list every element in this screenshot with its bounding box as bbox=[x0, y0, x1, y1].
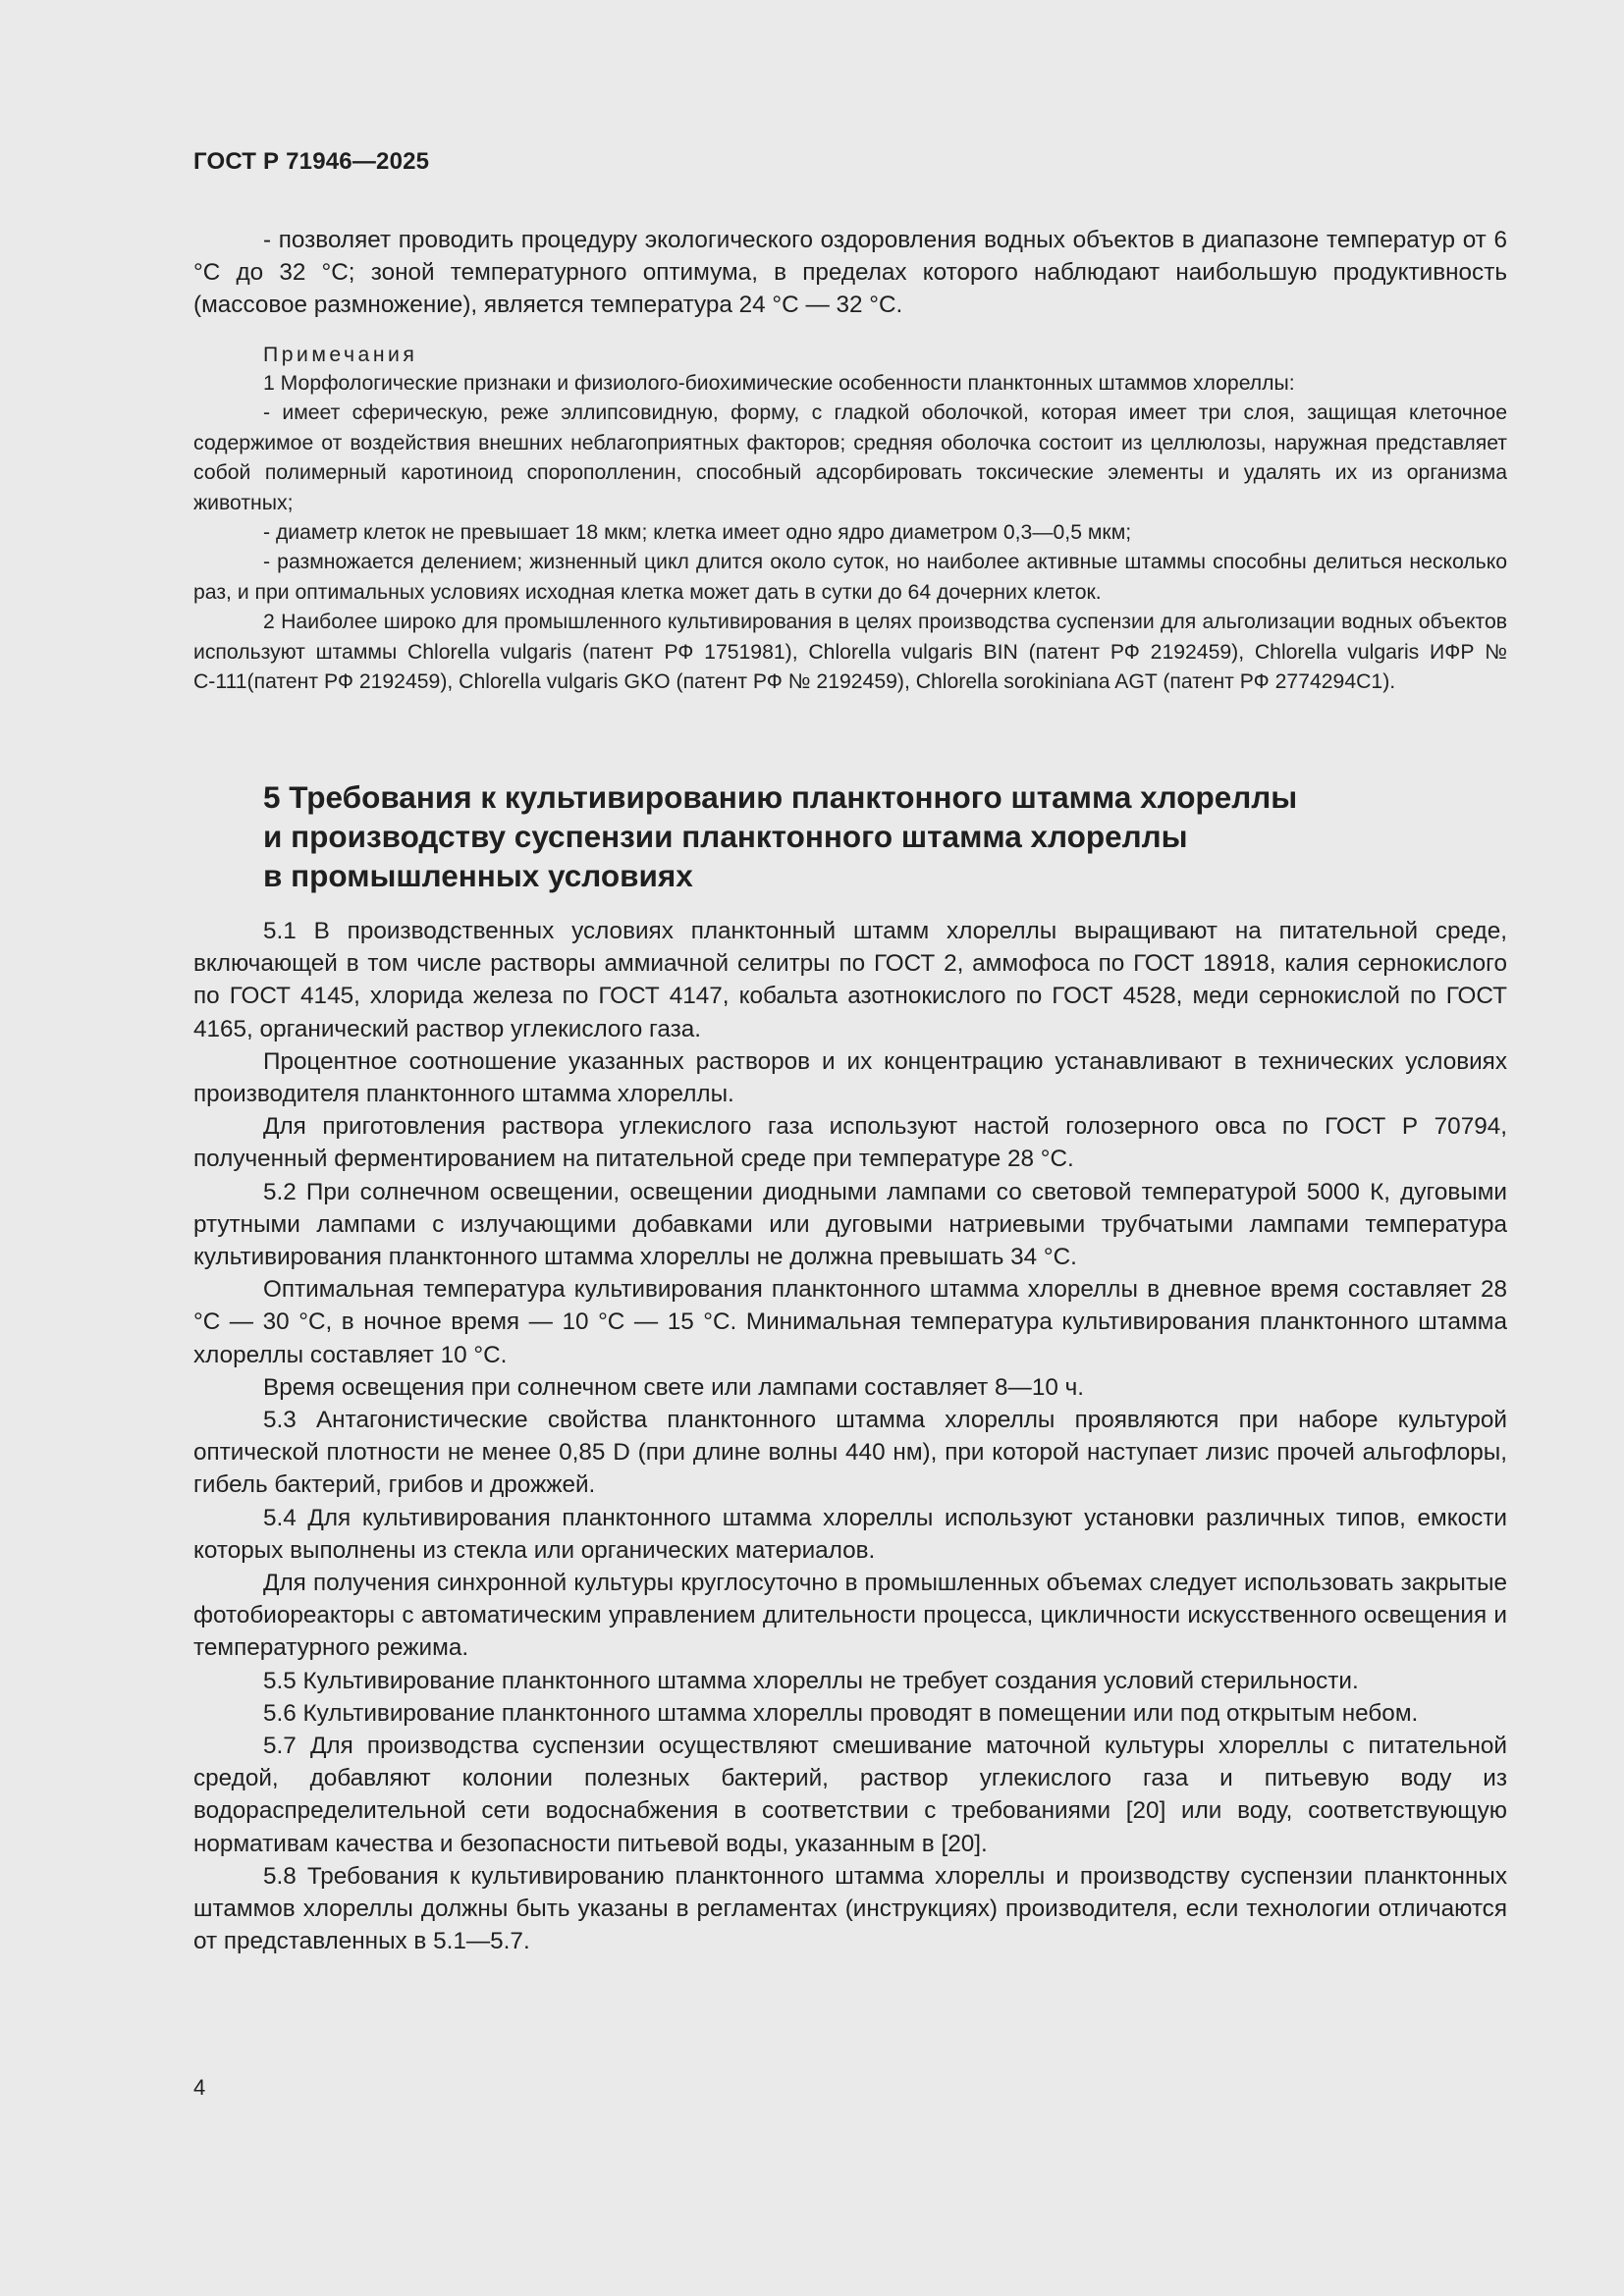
section-title-line-1: 5 Требования к культивированию планктонного штамма хлореллы bbox=[263, 779, 1298, 815]
note-item-2: 2 Наиболее широко для промышленного культивирования в целях производства суспензии для альголизации водных объектов используют штаммы Chlorella vulgaris (патент РФ 1751981), Chlorella vulgaris BIN (патент РФ 2192459), Chlorella vulgaris ИФР № С-111(патент РФ 2192459), Chlorella vulgaris GKO (патент РФ № 2192459), Chlorella sorokiniana AGT (патент РФ 2774294C1). bbox=[193, 611, 1507, 694]
paragraph-ratio: Процентное соотношение указанных растворов и их концентрацию устанавливают в технических условиях производителя планктонного штамма хлореллы. bbox=[193, 1047, 1507, 1108]
notes-title: Примечания bbox=[263, 344, 418, 366]
note-bullet-reproduction: - размножается делением; жизненный цикл длится около суток, но наиболее активные штаммы способны делиться несколько раз, и при оптимальных условиях исходная клетка может дать в сутки до 64 дочерних клеток. bbox=[193, 551, 1507, 604]
section-title-line-2: и производству суспензии планктонного штамма хлореллы bbox=[263, 819, 1188, 854]
notes-block bbox=[193, 341, 1507, 697]
paragraph-5-2: 5.2 При солнечном освещении, освещении диодными лампами со световой температурой 5000 К, дуговыми ртутными лампами с излучающими добавками или дуговыми натриевыми трубчатыми лампами температура культивирования планктонного штамма хлореллы не должна превышать 34 °С. bbox=[193, 1178, 1507, 1271]
paragraph-5-3: 5.3 Антагонистические свойства планктонного штамма хлореллы проявляются при наборе культурой оптической плотности не менее 0,85 D (при длине волны 440 нм), при которой наступает лизис прочей альгофлоры, гибель бактерий, грибов и дрожжей. bbox=[193, 1407, 1507, 1499]
note-item-1: 1 Морфологические признаки и физиолого-биохимические особенности планктонных штаммов хлореллы: bbox=[263, 372, 1295, 395]
document-code-header: ГОСТ Р 71946—2025 bbox=[193, 148, 430, 175]
paragraph-5-8: 5.8 Требования к культивированию планктонного штамма хлореллы и производству суспензии планктонных штаммов хлореллы должны быть указаны в регламентах (инструкциях) производителя, если технологии отличаются от представленных в 5.1—5.7. bbox=[193, 1862, 1507, 1955]
paragraph-5-1: 5.1 В производственных условиях планктонный штамм хлореллы выращивают на питательной среде, включающей в том числе растворы аммиачной селитры по ГОСТ 2, аммофоса по ГОСТ 18918, калия сернокислого по ГОСТ 4145, хлорида железа по ГОСТ 4147, кобальта азотнокислого по ГОСТ 4528, меди сернокислой по ГОСТ 4165, органический раствор углекислого газа. bbox=[193, 918, 1507, 1042]
paragraph-5-7: 5.7 Для производства суспензии осуществляют смешивание маточной культуры хлореллы с питательной средой, добавляют колонии полезных бактерий, раствор углекислого газа и питьевую воду из водораспределительной сети водоснабжения в соответствии с требованиями [20] или воду, соответствующую нормативам качества и безопасности питьевой воды, указанным в [20]. bbox=[193, 1733, 1507, 1857]
paragraph-5-5: 5.5 Культивирование планктонного штамма хлореллы не требует создания условий стерильности. bbox=[263, 1667, 1359, 1694]
note-bullet-diameter: - диаметр клеток не превышает 18 мкм; клетка имеет одно ядро диаметром 0,3—0,5 мкм; bbox=[263, 521, 1132, 545]
paragraph-lighting-time: Время освещения при солнечном свете или лампами составляет 8—10 ч. bbox=[263, 1373, 1084, 1401]
section-body bbox=[193, 915, 1507, 1958]
paragraph-synchronous-culture: Для получения синхронной культуры круглосуточно в промышленных объемах следует использовать закрытые фотобиореакторы с автоматическим управлением длительности процесса, цикличности искусственного освещения и температурного режима. bbox=[193, 1570, 1507, 1662]
note-bullet-shape: - имеет сферическую, реже эллипсовидную, форму, с гладкой оболочкой, которая имеет три слоя, защищая клеточное содержимое от воздействия внешних неблагоприятных факторов; средняя оболочка состоит из целлюлозы, наружная представляет собой полимерный каротиноид спорополленин, способный адсорбировать токсические элементы и удалять их из организма животных; bbox=[193, 401, 1507, 514]
page-number: 4 bbox=[193, 2075, 206, 2100]
intro-paragraph: - позволяет проводить процедуру экологического оздоровления водных объектов в диапазоне температур от 6 °С до 32 °С; зоной температурного оптимума, в пределах которого наблюдают наибольшую продуктивность (массовое размножение), является температура 24 °С — 32 °С. bbox=[193, 227, 1507, 319]
paragraph-optimal-temperature: Оптимальная температура культивирования планктонного штамма хлореллы в дневное время составляет 28 °С — 30 °С, в ночное время — 10 °С — 15 °С. Минимальная температура культивирования планктонного штамма хлореллы составляет 10 °С. bbox=[193, 1276, 1507, 1368]
document-page bbox=[193, 0, 1507, 2296]
section-title-line-3: в промышленных условиях bbox=[263, 858, 693, 893]
paragraph-5-6: 5.6 Культивирование планктонного штамма хлореллы проводят в помещении или под открытым небом. bbox=[263, 1699, 1419, 1727]
section-title bbox=[263, 777, 1441, 895]
paragraph-co2-solution: Для приготовления раствора углекислого газа используют настой голозерного овса по ГОСТ Р 70794, полученный ферментированием на питательной среде при температуре 28 °С. bbox=[193, 1113, 1507, 1173]
intro-block bbox=[193, 224, 1507, 322]
paragraph-5-4: 5.4 Для культивирования планктонного штамма хлореллы используют установки различных типов, емкости которых выполнены из стекла или органических материалов. bbox=[193, 1504, 1507, 1564]
